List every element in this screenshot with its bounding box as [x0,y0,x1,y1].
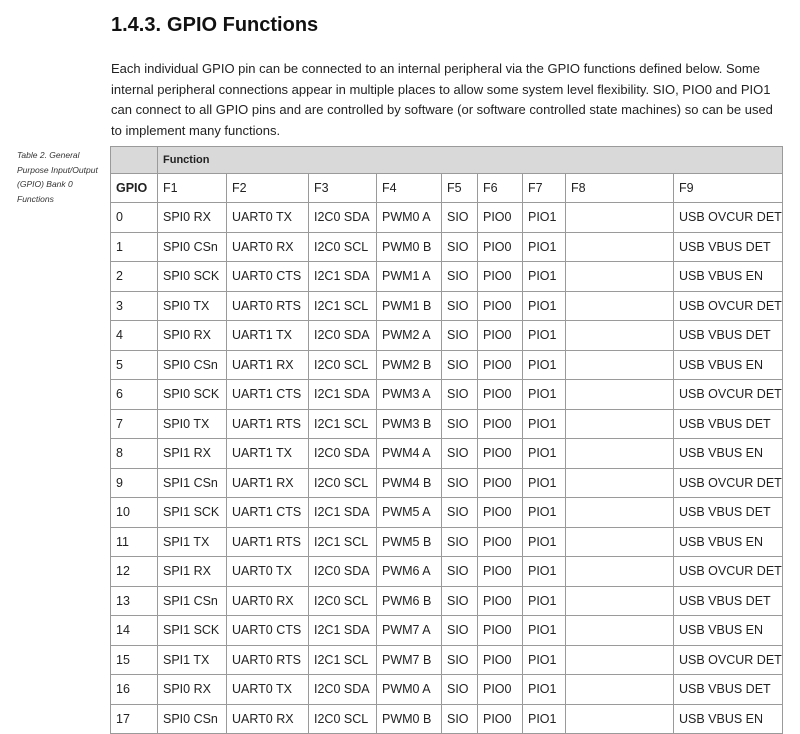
table-row [111,291,783,321]
cell-f3: I2C1 SDA [309,616,377,646]
cell-f4: PWM2 B [377,350,442,380]
table-row [111,557,783,587]
cell-f2: UART1 CTS [227,380,309,410]
cell-f2: UART0 RTS [227,291,309,321]
cell-gpio: 15 [111,645,158,675]
cell-f2: UART1 TX [227,439,309,469]
cell-f3: I2C0 SCL [309,704,377,734]
cell-f2: UART0 TX [227,675,309,705]
column-header-f9: F9 [674,174,783,203]
cell-f8 [566,557,674,587]
cell-gpio: 16 [111,675,158,705]
cell-f1: SPI0 SCK [158,380,227,410]
cell-gpio: 4 [111,321,158,351]
cell-gpio: 1 [111,232,158,262]
table-row [111,232,783,262]
cell-f8 [566,439,674,469]
cell-f5: SIO [442,262,478,292]
group-header-row [111,147,783,174]
cell-gpio: 13 [111,586,158,616]
cell-f7: PIO1 [523,704,566,734]
cell-f7: PIO1 [523,586,566,616]
cell-f5: SIO [442,616,478,646]
cell-f9: USB OVCUR DET [674,291,783,321]
cell-gpio: 5 [111,350,158,380]
cell-f6: PIO0 [478,232,523,262]
cell-f1: SPI0 RX [158,675,227,705]
cell-gpio: 14 [111,616,158,646]
intro-paragraph: Each individual GPIO pin can be connected to an internal peripheral via the GPIO functions defined below. Some internal peripheral connections appear in multiple places to allow some system level flexibility. SIO, PIO0 and PIO1 can connect to all GPIO pins and are controlled by software (or software controlled state machines) so can be used to implement many functions. [111,61,773,138]
cell-f6: PIO0 [478,527,523,557]
table-row [111,203,783,233]
cell-f5: SIO [442,232,478,262]
cell-f3: I2C1 SDA [309,380,377,410]
table-caption: Table 2. General Purpose Input/Output (GPIO) Bank 0 Functions [17,150,98,204]
cell-f6: PIO0 [478,498,523,528]
cell-f1: SPI1 RX [158,439,227,469]
cell-f6: PIO0 [478,262,523,292]
cell-gpio: 2 [111,262,158,292]
cell-f6: PIO0 [478,704,523,734]
cell-gpio: 0 [111,203,158,233]
cell-gpio: 9 [111,468,158,498]
cell-f2: UART0 RX [227,586,309,616]
table-row [111,704,783,734]
cell-f2: UART0 RX [227,232,309,262]
table-row [111,321,783,351]
cell-f3: I2C0 SCL [309,468,377,498]
cell-f1: SPI1 RX [158,557,227,587]
table-row [111,468,783,498]
cell-f9: USB OVCUR DET [674,468,783,498]
cell-f9: USB VBUS EN [674,616,783,646]
cell-f4: PWM7 A [377,616,442,646]
cell-f4: PWM3 A [377,380,442,410]
table-row [111,586,783,616]
cell-f8 [566,321,674,351]
cell-f5: SIO [442,203,478,233]
cell-f6: PIO0 [478,350,523,380]
cell-f5: SIO [442,291,478,321]
group-header-blank [111,147,158,174]
cell-gpio: 17 [111,704,158,734]
cell-gpio: 11 [111,527,158,557]
cell-f5: SIO [442,645,478,675]
cell-f8 [566,704,674,734]
cell-f4: PWM3 B [377,409,442,439]
cell-f7: PIO1 [523,557,566,587]
cell-f3: I2C0 SCL [309,586,377,616]
cell-f1: SPI1 SCK [158,498,227,528]
cell-f7: PIO1 [523,498,566,528]
cell-f2: UART0 CTS [227,616,309,646]
cell-f9: USB VBUS EN [674,527,783,557]
cell-f6: PIO0 [478,675,523,705]
cell-f3: I2C0 SDA [309,675,377,705]
table-row [111,645,783,675]
cell-gpio: 3 [111,291,158,321]
cell-f5: SIO [442,380,478,410]
cell-f3: I2C1 SDA [309,262,377,292]
cell-f6: PIO0 [478,586,523,616]
cell-f8 [566,645,674,675]
cell-f6: PIO0 [478,439,523,469]
column-header-f5: F5 [442,174,478,203]
column-header-row [111,174,783,203]
cell-f4: PWM0 B [377,232,442,262]
cell-f5: SIO [442,409,478,439]
cell-f2: UART1 RX [227,350,309,380]
cell-f7: PIO1 [523,645,566,675]
cell-f1: SPI0 RX [158,321,227,351]
cell-f9: USB VBUS DET [674,586,783,616]
column-header-f4: F4 [377,174,442,203]
cell-f1: SPI1 TX [158,645,227,675]
cell-f4: PWM0 A [377,203,442,233]
cell-f8 [566,527,674,557]
table-row [111,262,783,292]
cell-f4: PWM2 A [377,321,442,351]
cell-f1: SPI1 CSn [158,586,227,616]
cell-f6: PIO0 [478,645,523,675]
cell-f3: I2C1 SCL [309,527,377,557]
cell-f3: I2C0 SDA [309,557,377,587]
cell-f7: PIO1 [523,232,566,262]
cell-gpio: 8 [111,439,158,469]
cell-f7: PIO1 [523,321,566,351]
cell-f8 [566,498,674,528]
cell-f9: USB VBUS DET [674,675,783,705]
table-row [111,439,783,469]
cell-f7: PIO1 [523,350,566,380]
cell-f5: SIO [442,704,478,734]
cell-f9: USB VBUS DET [674,232,783,262]
cell-f4: PWM0 A [377,675,442,705]
cell-f6: PIO0 [478,291,523,321]
cell-f1: SPI0 RX [158,203,227,233]
cell-f7: PIO1 [523,291,566,321]
table-row [111,409,783,439]
cell-f7: PIO1 [523,616,566,646]
cell-f8 [566,232,674,262]
cell-f3: I2C0 SDA [309,439,377,469]
cell-f1: SPI0 TX [158,409,227,439]
cell-f5: SIO [442,586,478,616]
cell-f7: PIO1 [523,439,566,469]
cell-f3: I2C0 SDA [309,203,377,233]
cell-f8 [566,291,674,321]
column-header-f1: F1 [158,174,227,203]
table-body [111,203,783,734]
cell-gpio: 6 [111,380,158,410]
cell-f6: PIO0 [478,557,523,587]
column-header-f6: F6 [478,174,523,203]
cell-f8 [566,350,674,380]
table-row [111,527,783,557]
cell-f6: PIO0 [478,468,523,498]
cell-f5: SIO [442,675,478,705]
cell-gpio: 12 [111,557,158,587]
column-header-f7: F7 [523,174,566,203]
cell-f1: SPI0 SCK [158,262,227,292]
cell-f7: PIO1 [523,380,566,410]
cell-f8 [566,616,674,646]
cell-f9: USB OVCUR DET [674,203,783,233]
cell-f9: USB VBUS DET [674,409,783,439]
cell-f6: PIO0 [478,616,523,646]
cell-f2: UART1 RTS [227,409,309,439]
cell-f8 [566,675,674,705]
cell-f9: USB OVCUR DET [674,557,783,587]
cell-f9: USB VBUS EN [674,262,783,292]
table-row [111,616,783,646]
cell-f4: PWM4 A [377,439,442,469]
cell-f9: USB VBUS DET [674,321,783,351]
column-header-f8: F8 [566,174,674,203]
cell-f1: SPI1 TX [158,527,227,557]
cell-f2: UART0 TX [227,557,309,587]
column-header-f3: F3 [309,174,377,203]
cell-f1: SPI1 CSn [158,468,227,498]
cell-f3: I2C1 SDA [309,498,377,528]
cell-f5: SIO [442,321,478,351]
cell-f6: PIO0 [478,321,523,351]
table-row [111,675,783,705]
cell-f4: PWM4 B [377,468,442,498]
cell-f5: SIO [442,350,478,380]
cell-f4: PWM1 B [377,291,442,321]
cell-f4: PWM7 B [377,645,442,675]
cell-f3: I2C1 SCL [309,291,377,321]
gpio-function-table [110,146,783,734]
section-title: GPIO Functions [167,14,319,36]
cell-f7: PIO1 [523,409,566,439]
cell-f1: SPI0 CSn [158,704,227,734]
cell-f9: USB VBUS EN [674,439,783,469]
cell-f8 [566,468,674,498]
cell-f9: USB OVCUR DET [674,380,783,410]
cell-f9: USB VBUS EN [674,704,783,734]
table-row [111,350,783,380]
cell-f7: PIO1 [523,262,566,292]
cell-f8 [566,409,674,439]
section-number: 1.4.3. [111,14,162,36]
cell-f2: UART1 CTS [227,498,309,528]
cell-f2: UART1 TX [227,321,309,351]
cell-f5: SIO [442,557,478,587]
section-heading [111,14,318,37]
cell-f4: PWM6 A [377,557,442,587]
cell-f6: PIO0 [478,203,523,233]
cell-f1: SPI0 CSn [158,350,227,380]
cell-f7: PIO1 [523,527,566,557]
cell-f3: I2C0 SCL [309,350,377,380]
cell-f4: PWM6 B [377,586,442,616]
cell-f8 [566,380,674,410]
column-header-gpio: GPIO [111,174,158,203]
function-group-header: Function [158,147,783,174]
cell-f4: PWM5 B [377,527,442,557]
cell-f5: SIO [442,468,478,498]
cell-f7: PIO1 [523,675,566,705]
cell-f7: PIO1 [523,468,566,498]
cell-f9: USB VBUS DET [674,498,783,528]
cell-f2: UART1 RX [227,468,309,498]
cell-f2: UART0 RX [227,704,309,734]
cell-f3: I2C1 SCL [309,645,377,675]
cell-f4: PWM5 A [377,498,442,528]
table-row [111,498,783,528]
cell-f6: PIO0 [478,380,523,410]
cell-f8 [566,262,674,292]
cell-f2: UART0 RTS [227,645,309,675]
cell-f9: USB VBUS EN [674,350,783,380]
cell-f5: SIO [442,527,478,557]
cell-f5: SIO [442,498,478,528]
table-row [111,380,783,410]
cell-f3: I2C0 SCL [309,232,377,262]
cell-f4: PWM1 A [377,262,442,292]
cell-f3: I2C0 SDA [309,321,377,351]
cell-f1: SPI1 SCK [158,616,227,646]
cell-f8 [566,586,674,616]
cell-f3: I2C1 SCL [309,409,377,439]
cell-f9: USB OVCUR DET [674,645,783,675]
cell-f2: UART1 RTS [227,527,309,557]
cell-f8 [566,203,674,233]
cell-gpio: 10 [111,498,158,528]
cell-f5: SIO [442,439,478,469]
cell-f1: SPI0 TX [158,291,227,321]
cell-f4: PWM0 B [377,704,442,734]
cell-f2: UART0 CTS [227,262,309,292]
column-header-f2: F2 [227,174,309,203]
cell-gpio: 7 [111,409,158,439]
cell-f2: UART0 TX [227,203,309,233]
cell-f1: SPI0 CSn [158,232,227,262]
cell-f7: PIO1 [523,203,566,233]
cell-f6: PIO0 [478,409,523,439]
